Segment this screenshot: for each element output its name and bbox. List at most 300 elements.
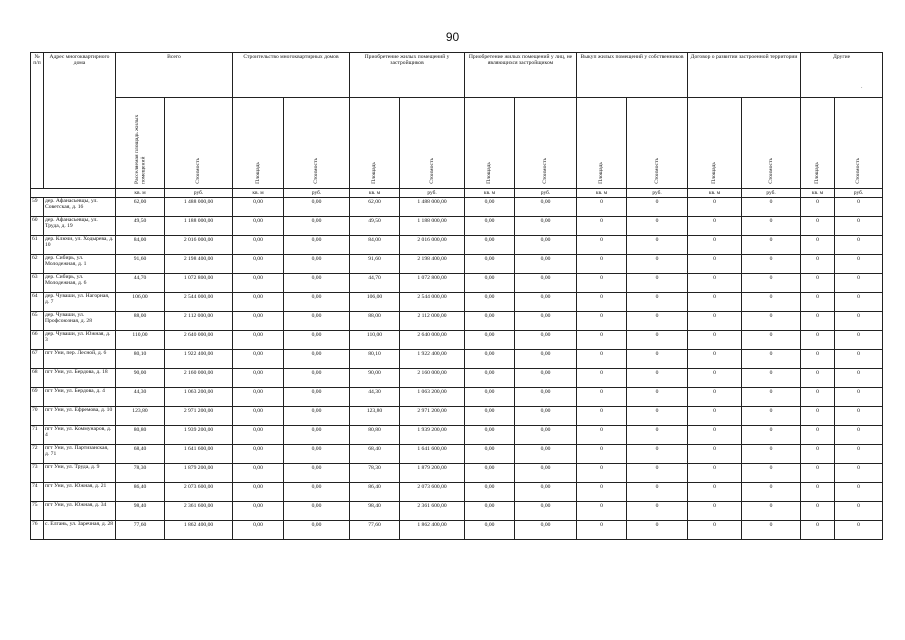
row-value: 0: [835, 293, 883, 312]
row-value: 2 971 200,00: [400, 407, 465, 426]
row-value: 0: [688, 445, 742, 464]
row-number: 69: [31, 388, 44, 407]
row-value: 0: [835, 426, 883, 445]
row-value: 49,50: [350, 217, 400, 236]
row-value: 1 922 400,00: [165, 350, 233, 369]
table-row: [31, 521, 883, 540]
row-value: 84,00: [350, 236, 400, 255]
row-value: 2 073 600,00: [165, 483, 233, 502]
row-value: 2 112 000,00: [165, 312, 233, 331]
row-value: 0,00: [233, 217, 284, 236]
row-value: 0: [627, 483, 688, 502]
row-value: 0: [742, 331, 801, 350]
row-value: 0,00: [465, 236, 515, 255]
header-group-developers: Приобретение жилых помещений у застройщиков: [350, 53, 465, 98]
row-value: 0,00: [465, 274, 515, 293]
row-value: 2 160 000,00: [400, 369, 465, 388]
row-number: 71: [31, 426, 44, 445]
row-address: пгт Уни, ул. Южная, д. 21: [44, 483, 116, 502]
row-value: 0: [688, 198, 742, 217]
row-value: 0: [835, 407, 883, 426]
row-value: 0: [627, 521, 688, 540]
row-value: 0: [835, 388, 883, 407]
row-value: 0,00: [515, 255, 577, 274]
row-value: 0: [835, 483, 883, 502]
row-value: 0,00: [515, 274, 577, 293]
unit-cell: руб.: [400, 189, 465, 198]
row-value: 2 198 400,00: [400, 255, 465, 274]
row-value: 0,00: [515, 464, 577, 483]
row-value: 0,00: [284, 293, 350, 312]
row-address: дер. Афанасьевцы, ул. Труда, д. 19: [44, 217, 116, 236]
row-value: 1 063 200,00: [165, 388, 233, 407]
row-value: 0: [835, 521, 883, 540]
row-value: 0,00: [284, 483, 350, 502]
row-value: 0,00: [465, 483, 515, 502]
row-value: 0: [742, 445, 801, 464]
row-value: 0: [577, 198, 627, 217]
row-value: 0,00: [233, 293, 284, 312]
row-value: 2 544 000,00: [400, 293, 465, 312]
subheader-cost: [627, 98, 688, 189]
row-number: 61: [31, 236, 44, 255]
table-row: [31, 293, 883, 312]
row-value: 0: [627, 426, 688, 445]
row-value: 0: [688, 293, 742, 312]
row-value: 0: [742, 464, 801, 483]
row-address: дер. Ключи, ул. Ходырева, д. 10: [44, 236, 116, 255]
table-row: [31, 483, 883, 502]
row-number: 74: [31, 483, 44, 502]
row-value: 0,00: [284, 521, 350, 540]
table-row: [31, 350, 883, 369]
row-value: 0,00: [284, 217, 350, 236]
row-value: 0,00: [515, 426, 577, 445]
subheader-cost: [284, 98, 350, 189]
row-value: 2 971 200,00: [165, 407, 233, 426]
row-value: 0: [742, 236, 801, 255]
row-value: 0: [742, 312, 801, 331]
header-group-row: [31, 53, 883, 98]
unit-cell: кв. м: [350, 189, 400, 198]
row-value: 1 879 200,00: [400, 464, 465, 483]
row-value: 0: [627, 236, 688, 255]
row-value: 0: [627, 198, 688, 217]
row-value: 0,00: [284, 388, 350, 407]
row-value: 0: [688, 464, 742, 483]
row-value: 0,00: [515, 521, 577, 540]
row-value: 1 641 600,00: [400, 445, 465, 464]
row-value: 106,00: [116, 293, 165, 312]
row-value: 0: [742, 198, 801, 217]
subheader-label: Стоимость: [855, 158, 862, 184]
row-value: 2 073 600,00: [400, 483, 465, 502]
row-value: 0,00: [284, 350, 350, 369]
row-value: 0: [801, 312, 835, 331]
row-value: 0: [688, 350, 742, 369]
row-value: 0: [742, 255, 801, 274]
row-value: 1 072 800,00: [400, 274, 465, 293]
row-value: 0: [688, 312, 742, 331]
row-value: 1 641 600,00: [165, 445, 233, 464]
row-value: 0,00: [284, 274, 350, 293]
row-value: 0,00: [515, 369, 577, 388]
row-value: 0: [627, 350, 688, 369]
row-value: 0: [627, 369, 688, 388]
row-value: 0: [801, 236, 835, 255]
row-value: 80,10: [116, 350, 165, 369]
row-value: 0: [688, 217, 742, 236]
table-row: [31, 445, 883, 464]
unit-cell: руб.: [165, 189, 233, 198]
table-row: [31, 312, 883, 331]
row-value: 0,00: [515, 217, 577, 236]
row-value: 0: [835, 198, 883, 217]
table-row: [31, 255, 883, 274]
row-value: 88,00: [350, 312, 400, 331]
row-value: 0: [835, 255, 883, 274]
row-value: 0,00: [465, 198, 515, 217]
row-value: 0: [835, 312, 883, 331]
subheader-area: [688, 98, 742, 189]
unit-cell: кв. м: [577, 189, 627, 198]
row-value: 0,00: [233, 502, 284, 521]
row-value: 0,00: [465, 217, 515, 236]
row-value: 2 544 000,00: [165, 293, 233, 312]
row-value: 0: [577, 293, 627, 312]
row-value: 0: [835, 331, 883, 350]
row-address: пгт Уни, ул. Южная, д. 34: [44, 502, 116, 521]
row-value: 0,00: [465, 407, 515, 426]
row-value: 0,00: [284, 369, 350, 388]
row-address: пгт Уни, ул. Труда, д. 9: [44, 464, 116, 483]
table-row: [31, 331, 883, 350]
row-value: 0,00: [465, 521, 515, 540]
unit-cell: кв. м: [801, 189, 835, 198]
row-value: 0: [577, 445, 627, 464]
unit-cell: руб.: [284, 189, 350, 198]
table-row: [31, 464, 883, 483]
row-value: 0,00: [515, 407, 577, 426]
row-value: 1 939 200,00: [400, 426, 465, 445]
subheader-cost: [742, 98, 801, 189]
row-value: 0,00: [284, 426, 350, 445]
unit-cell: кв. м: [233, 189, 284, 198]
subheader-label: Стоимость: [653, 158, 660, 184]
row-value: 88,00: [116, 312, 165, 331]
row-value: 0: [835, 236, 883, 255]
row-value: 0: [577, 407, 627, 426]
subheader-cost: [400, 98, 465, 189]
row-value: 0: [801, 464, 835, 483]
row-value: 2 016 000,00: [165, 236, 233, 255]
row-address: с. Елгань, ул. Заречная, д. 28: [44, 521, 116, 540]
row-value: 106,00: [350, 293, 400, 312]
row-value: 0: [835, 502, 883, 521]
row-value: 1 188 000,00: [165, 217, 233, 236]
row-address: пгт Уни, ул. Партизанская, д. 71: [44, 445, 116, 464]
row-value: 1 879 200,00: [165, 464, 233, 483]
row-value: 0,00: [465, 369, 515, 388]
row-value: 0,00: [233, 350, 284, 369]
subheader-area: [465, 98, 515, 189]
row-value: 77,60: [116, 521, 165, 540]
row-value: 0,00: [465, 502, 515, 521]
row-value: 44,70: [350, 274, 400, 293]
row-value: 0: [627, 274, 688, 293]
row-value: 0: [801, 217, 835, 236]
row-number: 72: [31, 445, 44, 464]
row-value: 0,00: [515, 483, 577, 502]
row-value: 0,00: [465, 388, 515, 407]
row-value: 0,00: [233, 312, 284, 331]
header-group-construction: Строительство многоквартирных домов: [233, 53, 350, 98]
row-value: 0: [742, 369, 801, 388]
row-value: 0: [742, 293, 801, 312]
row-value: 0: [801, 426, 835, 445]
row-value: 0: [577, 483, 627, 502]
table-row: [31, 388, 883, 407]
row-address: пгт Уни, пер. Лесной, д. 6: [44, 350, 116, 369]
row-value: 0: [688, 255, 742, 274]
row-value: 0,00: [233, 407, 284, 426]
row-value: 77,60: [350, 521, 400, 540]
row-value: 0,00: [515, 502, 577, 521]
subheader-label: Площадь: [254, 162, 261, 184]
table-row: [31, 369, 883, 388]
row-value: 0: [577, 426, 627, 445]
row-value: 0: [688, 407, 742, 426]
row-value: 0: [688, 426, 742, 445]
row-number: 64: [31, 293, 44, 312]
subheader-area: [577, 98, 627, 189]
row-value: 44,70: [116, 274, 165, 293]
row-value: 0: [627, 445, 688, 464]
row-value: 0,00: [284, 445, 350, 464]
row-value: 0,00: [284, 502, 350, 521]
row-number: 75: [31, 502, 44, 521]
row-value: 0: [577, 236, 627, 255]
header-group-development-agreement: Договор о развитии застроенной территории: [688, 53, 801, 98]
row-value: 62,00: [116, 198, 165, 217]
row-value: 0: [742, 217, 801, 236]
row-number: 70: [31, 407, 44, 426]
row-value: 1 188 000,00: [400, 217, 465, 236]
row-address: дер. Чуваши, ул. Нагорная, д. 7: [44, 293, 116, 312]
row-value: 0,00: [465, 312, 515, 331]
row-value: 0: [801, 445, 835, 464]
row-value: 0: [577, 388, 627, 407]
row-value: 0,00: [284, 464, 350, 483]
row-address: пгт Уни, ул. Коммунаров, д. 4: [44, 426, 116, 445]
row-number: 76: [31, 521, 44, 540]
row-value: 78,30: [116, 464, 165, 483]
row-number: 73: [31, 464, 44, 483]
row-value: 123,80: [116, 407, 165, 426]
row-value: 98,40: [116, 502, 165, 521]
row-value: 0,00: [233, 274, 284, 293]
row-value: 0: [801, 483, 835, 502]
table-row: [31, 198, 883, 217]
row-value: 0: [835, 274, 883, 293]
row-value: 2 640 000,00: [400, 331, 465, 350]
unit-cell: руб.: [835, 189, 883, 198]
row-value: 78,30: [350, 464, 400, 483]
row-value: 0: [801, 388, 835, 407]
row-value: 2 361 600,00: [400, 502, 465, 521]
row-value: 2 198 400,00: [165, 255, 233, 274]
table-row: [31, 502, 883, 521]
row-value: 68,40: [350, 445, 400, 464]
row-value: 0,00: [233, 388, 284, 407]
row-value: 0,00: [465, 255, 515, 274]
row-address: дер. Чуваши, ул. Южная, д. 3: [44, 331, 116, 350]
row-value: 0: [742, 483, 801, 502]
unit-cell: руб.: [515, 189, 577, 198]
row-value: 0: [742, 426, 801, 445]
subheader-area-total: [116, 98, 165, 189]
row-value: 0: [835, 369, 883, 388]
row-value: 1 939 200,00: [165, 426, 233, 445]
header-sub-row: [31, 98, 883, 189]
row-value: 44,30: [350, 388, 400, 407]
row-value: 1 922 400,00: [400, 350, 465, 369]
row-value: 2 361 600,00: [165, 502, 233, 521]
row-value: 0: [835, 445, 883, 464]
row-value: 0,00: [515, 388, 577, 407]
row-value: 0: [577, 521, 627, 540]
row-value: 0,00: [515, 198, 577, 217]
row-value: 0,00: [284, 255, 350, 274]
row-address: пгт Уни, ул. Ефремова, д. 10: [44, 407, 116, 426]
subheader-label: Расселяемая площадь жилых помещений: [133, 114, 146, 184]
row-value: 0,00: [233, 521, 284, 540]
subheader-label: Стоимость: [428, 158, 435, 184]
row-number: 65: [31, 312, 44, 331]
row-value: 62,00: [350, 198, 400, 217]
row-value: 68,40: [116, 445, 165, 464]
subheader-cost: [165, 98, 233, 189]
row-value: 0: [688, 483, 742, 502]
row-value: 0: [801, 198, 835, 217]
row-value: 0,00: [284, 407, 350, 426]
row-value: 0: [688, 236, 742, 255]
row-value: 123,80: [350, 407, 400, 426]
unit-cell: кв. м: [465, 189, 515, 198]
row-value: 0: [688, 274, 742, 293]
row-value: 0: [627, 217, 688, 236]
row-value: 0: [577, 331, 627, 350]
row-value: 0: [801, 255, 835, 274]
row-number: 68: [31, 369, 44, 388]
row-value: 0,00: [284, 312, 350, 331]
units-row: [31, 189, 883, 198]
row-value: 0: [627, 255, 688, 274]
row-value: 1 488 000,00: [400, 198, 465, 217]
row-value: 0: [742, 407, 801, 426]
row-value: 2 640 000,00: [165, 331, 233, 350]
row-value: 0: [801, 274, 835, 293]
row-value: 0,00: [233, 255, 284, 274]
subheader-label: Стоимость: [195, 158, 202, 184]
subheader-label: Площадь: [814, 162, 821, 184]
row-value: 0: [577, 369, 627, 388]
row-value: 0,00: [233, 464, 284, 483]
row-value: 0: [577, 217, 627, 236]
row-address: дер. Афанасьевцы, ул. Советская, д. 16: [44, 198, 116, 217]
subheader-area: [801, 98, 835, 189]
row-value: 0,00: [233, 483, 284, 502]
row-value: 0: [627, 407, 688, 426]
row-value: 0,00: [515, 331, 577, 350]
row-value: 98,40: [350, 502, 400, 521]
row-value: 0,00: [233, 426, 284, 445]
row-value: 0: [801, 331, 835, 350]
row-number: 67: [31, 350, 44, 369]
table-row: [31, 217, 883, 236]
row-value: 0: [835, 350, 883, 369]
subheader-label: Площадь: [371, 162, 378, 184]
row-value: 0: [627, 293, 688, 312]
subheader-area: [350, 98, 400, 189]
row-value: 0,00: [515, 293, 577, 312]
row-address: дер. Сибирь, ул. Молодежная, д. 6: [44, 274, 116, 293]
row-value: 86,40: [350, 483, 400, 502]
unit-cell: кв. м: [116, 189, 165, 198]
row-value: 0: [742, 350, 801, 369]
row-value: 0,00: [515, 312, 577, 331]
row-value: 0,00: [465, 293, 515, 312]
table-row: [31, 407, 883, 426]
row-value: 0: [577, 350, 627, 369]
row-value: 0,00: [284, 198, 350, 217]
subheader-cost: [835, 98, 883, 189]
row-value: 0,00: [233, 236, 284, 255]
row-value: 86,40: [116, 483, 165, 502]
row-value: 1 862 400,00: [165, 521, 233, 540]
subheader-label: Площадь: [711, 162, 718, 184]
table-row: [31, 426, 883, 445]
table-row: [31, 274, 883, 293]
subheader-cost: [515, 98, 577, 189]
row-value: 0,00: [515, 236, 577, 255]
row-value: 0: [742, 274, 801, 293]
row-value: 0: [688, 502, 742, 521]
subheader-label: Стоимость: [313, 158, 320, 184]
row-number: 60: [31, 217, 44, 236]
row-value: 0: [801, 350, 835, 369]
row-address: дер. Сибирь, ул. Молодежная, д. 1: [44, 255, 116, 274]
row-value: 0: [627, 388, 688, 407]
row-value: 0: [801, 293, 835, 312]
unit-cell: кв. м: [688, 189, 742, 198]
row-address: дер. Чуваши, ул. Профсоюзная, д. 28: [44, 312, 116, 331]
row-value: 0: [577, 255, 627, 274]
row-value: 91,60: [116, 255, 165, 274]
row-value: 0: [688, 388, 742, 407]
row-value: 0: [688, 369, 742, 388]
row-value: 0: [835, 217, 883, 236]
row-value: 1 063 200,00: [400, 388, 465, 407]
header-group-buyout: Выкуп жилых помещений у собственников: [577, 53, 688, 98]
subheader-label: Стоимость: [767, 158, 774, 184]
row-value: 0,00: [284, 236, 350, 255]
row-address: пгт Уни, ул. Бердова, д. 18: [44, 369, 116, 388]
subheader-label: Площадь: [486, 162, 493, 184]
header-group-other: Другие: [801, 53, 883, 98]
row-value: 110,00: [350, 331, 400, 350]
units-spacer: [31, 189, 116, 198]
